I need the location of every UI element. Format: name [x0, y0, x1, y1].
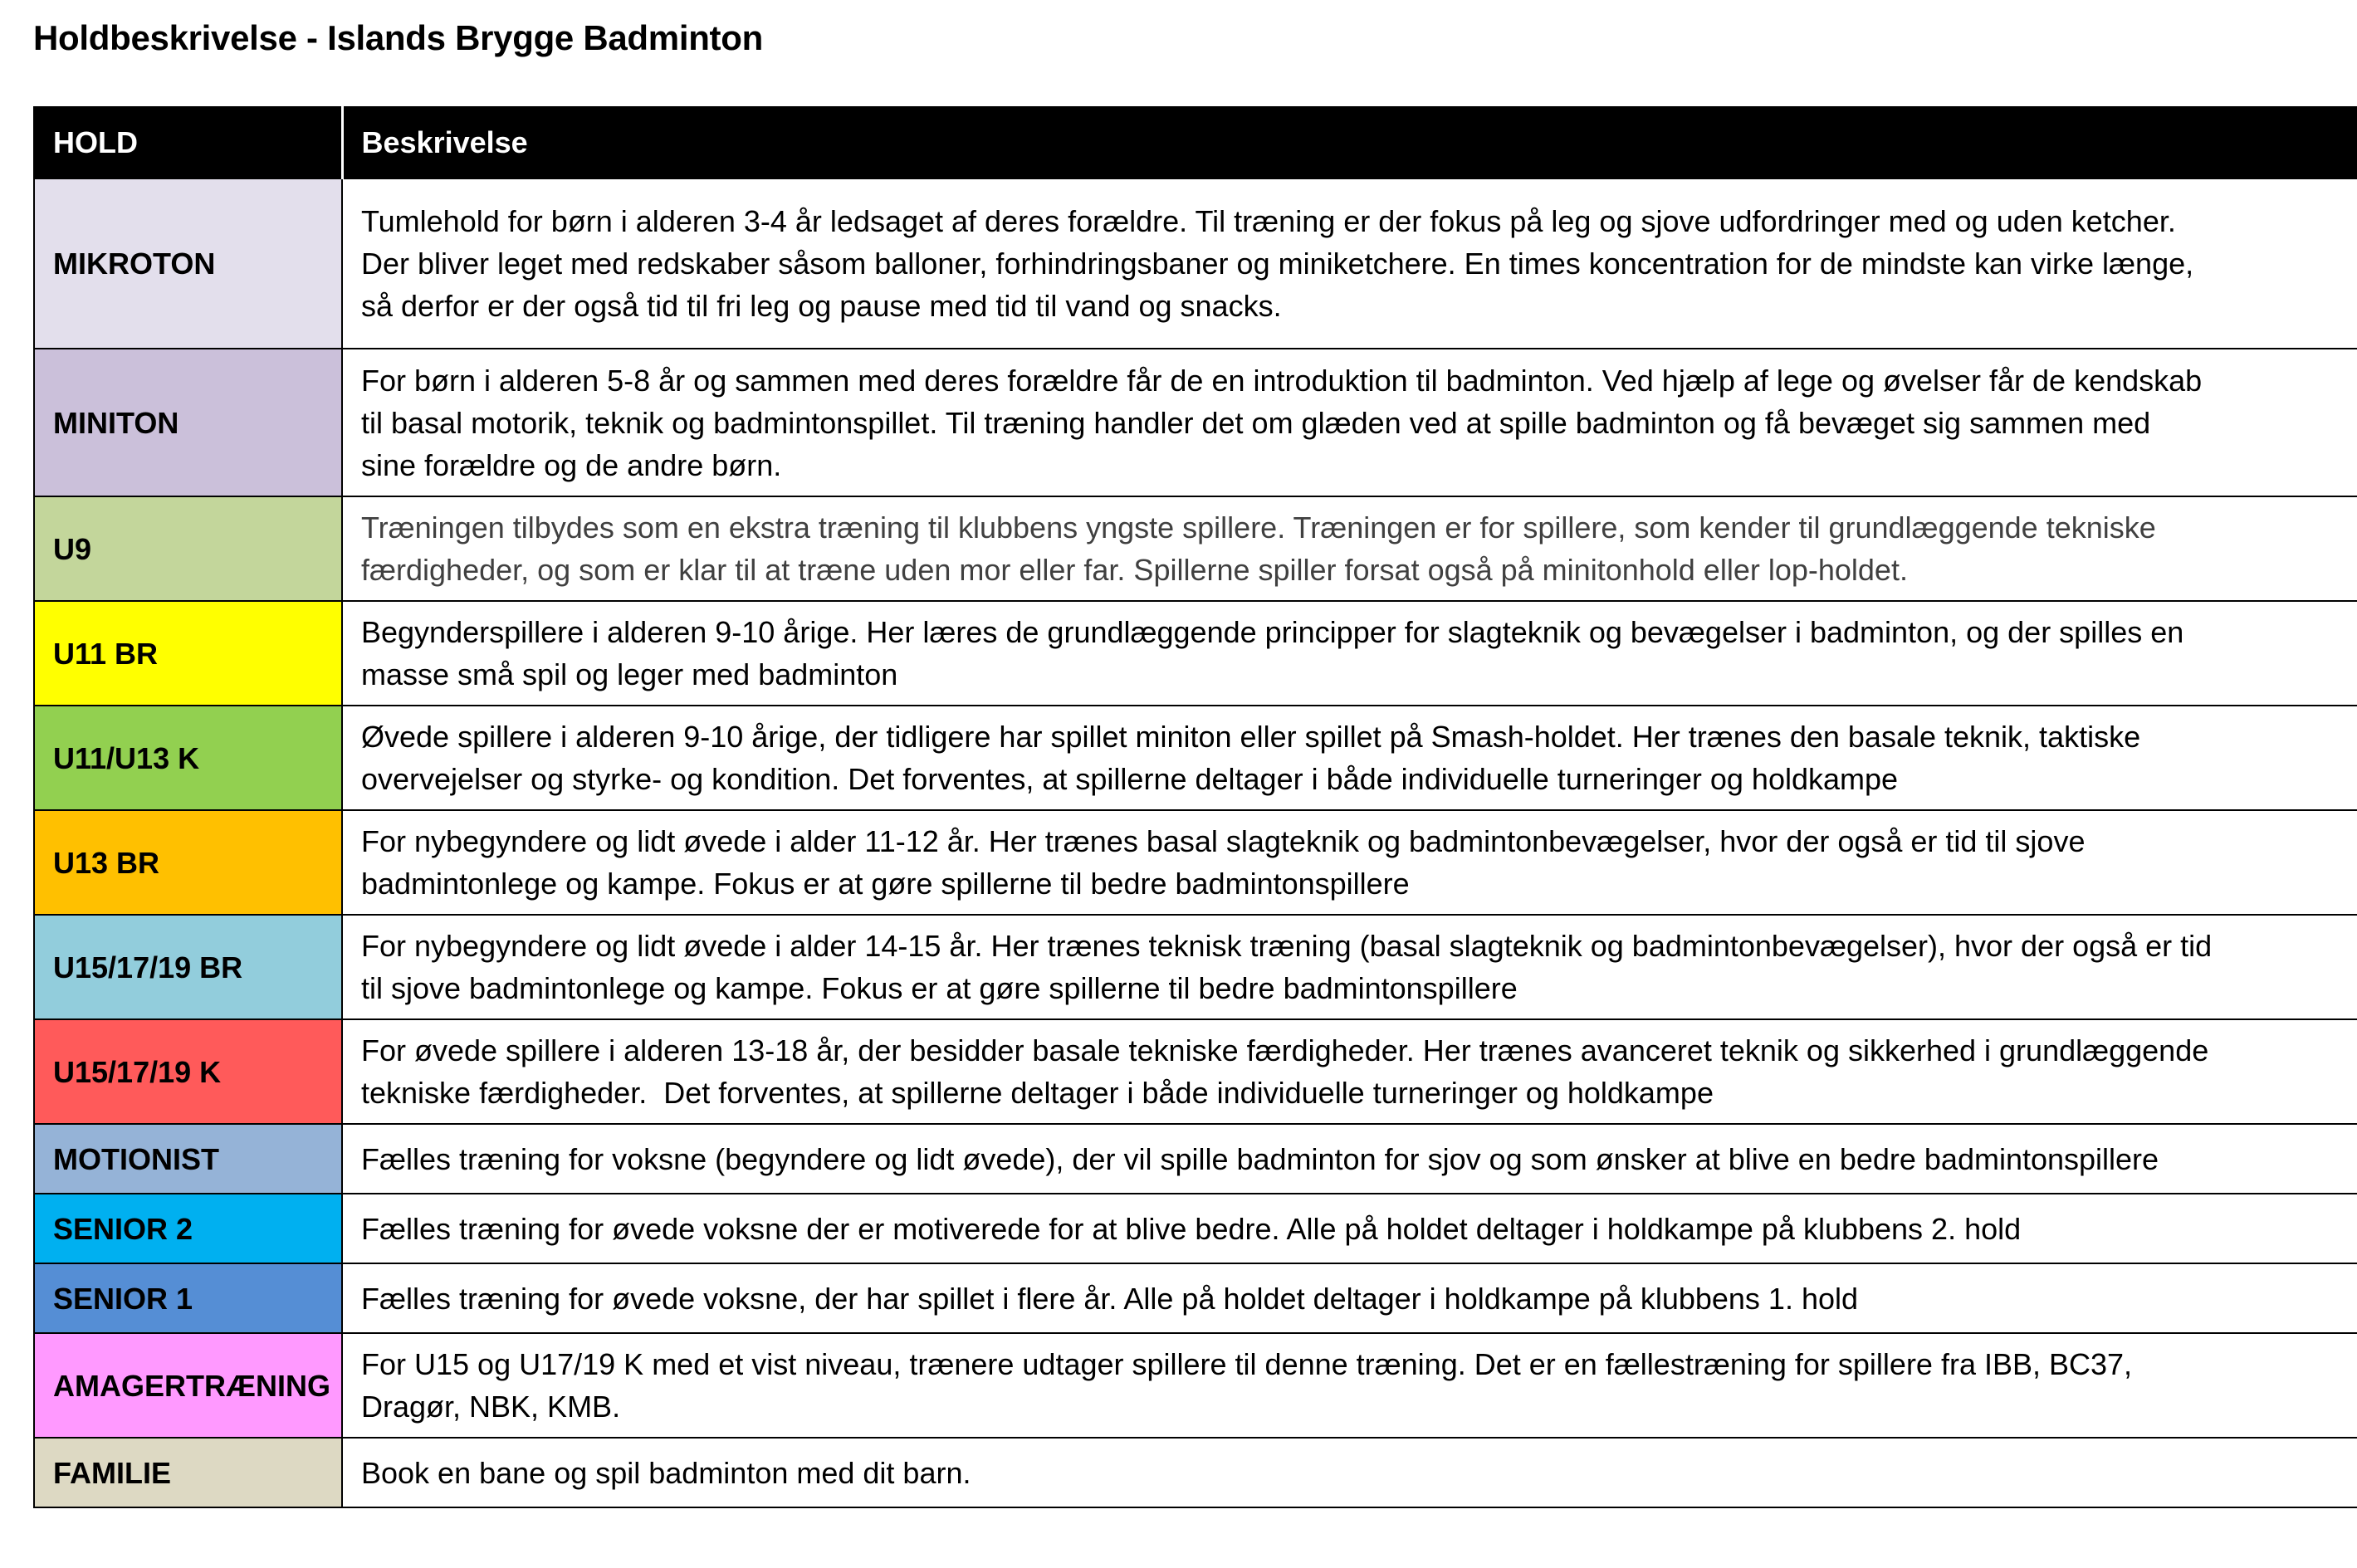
team-description-cell [342, 1263, 2357, 1333]
team-description-table [33, 106, 2357, 1508]
description-line: overvejelser og styrke- og kondition. Det forventes, at spillerne deltager i både individuelle turneringer og holdkampe [361, 762, 1899, 796]
description-line: Øvede spillere i alderen 9-10 årige, der tidligere har spillet miniton eller spillet på Smash-holdet. Her trænes den basale teknik, taktiske [361, 720, 2141, 754]
table-row [34, 1333, 2357, 1438]
team-description-cell [342, 1194, 2357, 1263]
description-line: så derfor er der også tid til fri leg og pause med tid til vand og snacks. [361, 289, 1282, 323]
table-row [34, 1263, 2357, 1333]
team-description-cell [342, 915, 2357, 1019]
description-line: Tumlehold for børn i alderen 3-4 år ledsaget af deres forældre. Til træning er der fokus på leg og sjove udfordringer med og uden ketcher. [361, 204, 2176, 238]
description-line: til basal motorik, teknik og badmintonspillet. Til træning handler det om glæden ved at spille badminton og få bevæget sig sammen med [361, 405, 2151, 440]
description-line: badmintonlege og kampe. Fokus er at gøre spillerne til bedre badmintonspillere [361, 867, 1410, 901]
table-row [34, 706, 2357, 810]
description-line: For U15 og U17/19 K med et vist niveau, trænere udtager spillere til denne træning. Det er en fællestræning for spillere fra IBB, BC37, [361, 1347, 2133, 1381]
description-line: tekniske færdigheder. Det forventes, at spillerne deltager i både individuelle turneringer og holdkampe [361, 1076, 1714, 1110]
description-line: Book en bane og spil badminton med dit barn. [361, 1455, 971, 1490]
header-beskrivelse: Beskrivelse [342, 107, 2357, 178]
team-name-cell: MOTIONIST [34, 1124, 342, 1194]
table-row [34, 349, 2357, 496]
team-description-cell [342, 1438, 2357, 1507]
team-description-cell [342, 1124, 2357, 1194]
table-row [34, 915, 2357, 1019]
team-name-cell: FAMILIE [34, 1438, 342, 1507]
team-description-cell [342, 178, 2357, 349]
table-row [34, 810, 2357, 915]
team-name-cell: MIKROTON [34, 178, 342, 349]
description-line: For øvede spillere i alderen 13-18 år, der besidder basale tekniske færdigheder. Her trænes avanceret teknik og sikkerhed i grundlæggende [361, 1033, 2209, 1067]
description-line: Begynderspillere i alderen 9-10 årige. Her læres de grundlæggende principper for slagteknik og bevægelser i badminton, og der spilles en [361, 615, 2184, 649]
table-row [34, 1019, 2357, 1124]
team-name-cell: AMAGERTRÆNING [34, 1333, 342, 1438]
description-line: Træningen tilbydes som en ekstra træning til klubbens yngste spillere. Træningen er for spillere, som kender til grundlæggende tekniske [361, 510, 2156, 545]
description-line: Fælles træning for voksne (begyndere og lidt øvede), der vil spille badminton for sjov og som ønsker at blive en bedre badmintonspillere [361, 1141, 2159, 1176]
description-line: færdigheder, og som er klar til at træne uden mor eller far. Spillerne spiller forsat også på minitonhold eller lop-holdet. [361, 553, 1908, 587]
description-line: For børn i alderen 5-8 år og sammen med deres forældre får de en introduktion til badminton. Ved hjælp af lege og øvelser får de kendskab [361, 363, 2203, 398]
table-row [34, 496, 2357, 601]
team-name-cell: U15/17/19 BR [34, 915, 342, 1019]
team-name-cell: U9 [34, 496, 342, 601]
team-name-cell: MINITON [34, 349, 342, 496]
team-description-cell [342, 706, 2357, 810]
team-description-cell [342, 810, 2357, 915]
table-row [34, 178, 2357, 349]
team-name-cell: SENIOR 2 [34, 1194, 342, 1263]
team-description-cell [342, 1019, 2357, 1124]
team-name-cell: U11/U13 K [34, 706, 342, 810]
table-row [34, 1194, 2357, 1263]
table-header-row [34, 107, 2357, 178]
table-row [34, 1438, 2357, 1507]
description-line: Fælles træning for øvede voksne, der har spillet i flere år. Alle på holdet deltager i holdkampe på klubbens 1. hold [361, 1281, 1859, 1316]
table-row [34, 1124, 2357, 1194]
team-name-cell: SENIOR 1 [34, 1263, 342, 1333]
team-description-cell [342, 496, 2357, 601]
page-title: Holdbeskrivelse - Islands Brygge Badminton [33, 18, 763, 57]
team-description-cell [342, 601, 2357, 706]
description-line: For nybegyndere og lidt øvede i alder 11-12 år. Her trænes basal slagteknik og badmintonbevægelser, hvor der også er tid til sjove [361, 824, 2086, 858]
description-line: Fælles træning for øvede voksne der er motiverede for at blive bedre. Alle på holdet deltager i holdkampe på klubbens 2. hold [361, 1211, 2022, 1246]
description-line: sine forældre og de andre børn. [361, 447, 782, 482]
team-description-cell [342, 349, 2357, 496]
table-body [34, 178, 2357, 1507]
description-line: til sjove badmintonlege og kampe. Fokus er at gøre spillerne til bedre badmintonspillere [361, 971, 1518, 1005]
team-description-cell [342, 1333, 2357, 1438]
description-line: masse små spil og leger med badminton [361, 657, 898, 691]
description-line: For nybegyndere og lidt øvede i alder 14-15 år. Her trænes teknisk træning (basal slagteknik og badmintonbevægelser), hvor der også er tid [361, 929, 2213, 963]
header-hold: HOLD [34, 107, 342, 178]
team-name-cell: U15/17/19 K [34, 1019, 342, 1124]
table-row [34, 601, 2357, 706]
team-name-cell: U11 BR [34, 601, 342, 706]
description-line: Der bliver leget med redskaber såsom balloner, forhindringsbaner og miniketchere. En times koncentration for de mindste kan virke længe, [361, 247, 2194, 281]
team-name-cell: U13 BR [34, 810, 342, 915]
description-line: Dragør, NBK, KMB. [361, 1390, 621, 1424]
